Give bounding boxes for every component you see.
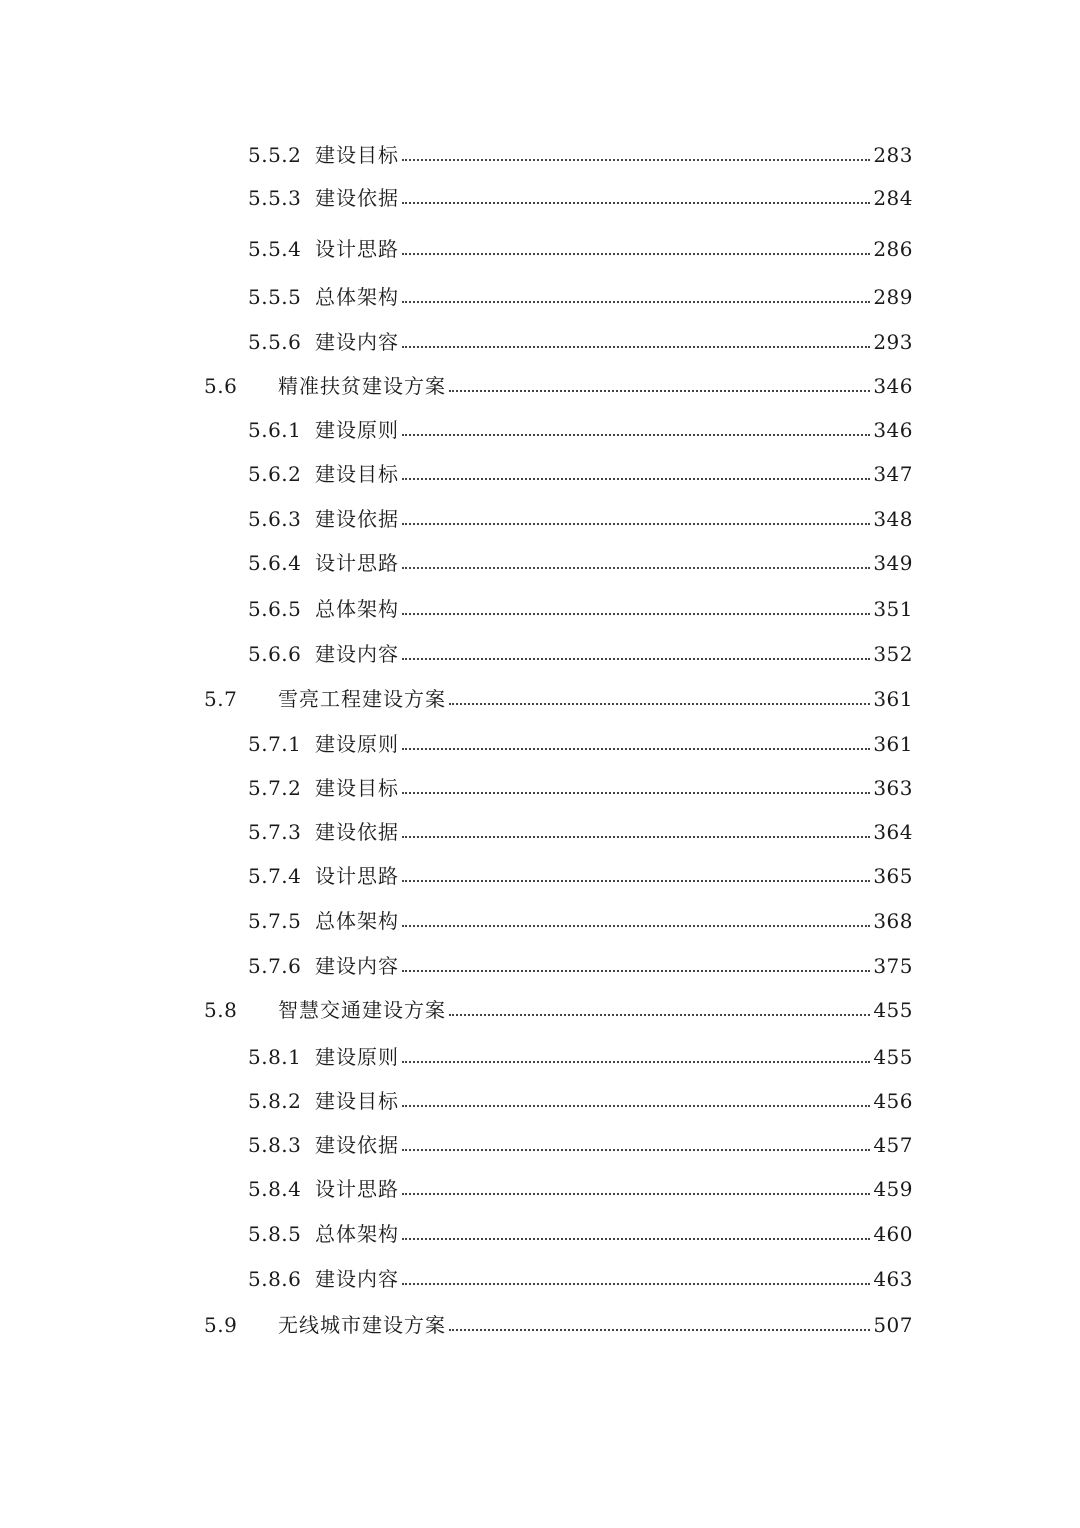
- toc-subsection-entry[interactable]: [248, 324, 913, 354]
- toc-entry-number: 5.8.1: [248, 1045, 302, 1069]
- toc-dot-leader: [402, 836, 870, 838]
- toc-entry-page-number: 463: [873, 1267, 913, 1291]
- toc-entry-title: 建设目标: [315, 776, 399, 800]
- toc-dot-leader: [402, 202, 870, 204]
- toc-entry-page-number: 375: [873, 954, 913, 978]
- toc-entry-page-number: 346: [873, 418, 913, 442]
- toc-entry-page-number: 348: [873, 507, 913, 531]
- toc-dot-leader: [402, 253, 870, 255]
- toc-entry-number: 5.6.6: [248, 642, 302, 666]
- toc-entry-page-number: 283: [873, 143, 913, 167]
- toc-subsection-entry[interactable]: [248, 456, 913, 486]
- toc-entry-number: 5.7.5: [248, 909, 302, 933]
- toc-subsection-entry[interactable]: [248, 137, 913, 167]
- toc-entry-number: 5.6.2: [248, 462, 302, 486]
- toc-entry-page-number: 365: [873, 864, 913, 888]
- toc-dot-leader: [402, 1283, 870, 1285]
- toc-entry-title: 建设内容: [315, 330, 399, 354]
- toc-entry-number: 5.7: [204, 687, 238, 711]
- toc-dot-leader: [402, 434, 870, 436]
- toc-entry-title: 精准扶贫建设方案: [278, 374, 446, 398]
- toc-entry-page-number: 460: [873, 1222, 913, 1246]
- toc-section-entry[interactable]: [204, 368, 913, 398]
- toc-dot-leader: [402, 748, 870, 750]
- toc-dot-leader: [402, 970, 870, 972]
- toc-subsection-entry[interactable]: [248, 948, 913, 978]
- toc-entry-title: 总体架构: [315, 909, 399, 933]
- toc-dot-leader: [402, 346, 870, 348]
- toc-subsection-entry[interactable]: [248, 591, 913, 621]
- toc-entry-title: 雪亮工程建设方案: [278, 687, 446, 711]
- toc-entry-title: 建设目标: [315, 462, 399, 486]
- toc-entry-page-number: 289: [873, 285, 913, 309]
- toc-subsection-entry[interactable]: [248, 231, 913, 261]
- toc-entry-number: 5.5.2: [248, 143, 302, 167]
- toc-entry-page-number: 507: [873, 1313, 913, 1337]
- toc-dot-leader: [402, 523, 870, 525]
- toc-entry-title: 建设依据: [315, 186, 399, 210]
- toc-entry-page-number: 459: [873, 1177, 913, 1201]
- toc-entry-title: 设计思路: [315, 1177, 399, 1201]
- toc-entry-title: 建设目标: [315, 1089, 399, 1113]
- toc-dot-leader: [449, 703, 870, 705]
- toc-subsection-entry[interactable]: [248, 1261, 913, 1291]
- toc-entry-title: 设计思路: [315, 237, 399, 261]
- toc-entry-page-number: 349: [873, 551, 913, 575]
- toc-entry-number: 5.5.5: [248, 285, 302, 309]
- toc-entry-number: 5.8.4: [248, 1177, 302, 1201]
- toc-entry-page-number: 346: [873, 374, 913, 398]
- toc-dot-leader: [402, 1061, 870, 1063]
- toc-entry-title: 总体架构: [315, 1222, 399, 1246]
- toc-subsection-entry[interactable]: [248, 814, 913, 844]
- toc-subsection-entry[interactable]: [248, 1083, 913, 1113]
- toc-dot-leader: [402, 792, 870, 794]
- toc-entry-number: 5.6.4: [248, 551, 302, 575]
- toc-entry-number: 5.6.1: [248, 418, 302, 442]
- toc-dot-leader: [402, 159, 870, 161]
- toc-entry-title: 建设依据: [315, 507, 399, 531]
- toc-entry-number: 5.6.5: [248, 597, 302, 621]
- toc-entry-title: 建设原则: [315, 1045, 399, 1069]
- toc-subsection-entry[interactable]: [248, 726, 913, 756]
- toc-dot-leader: [402, 301, 870, 303]
- toc-subsection-entry[interactable]: [248, 903, 913, 933]
- toc-entry-title: 无线城市建设方案: [278, 1313, 446, 1337]
- toc-entry-number: 5.8: [204, 998, 238, 1022]
- toc-entry-page-number: 368: [873, 909, 913, 933]
- toc-entry-number: 5.5.4: [248, 237, 302, 261]
- toc-entry-page-number: 293: [873, 330, 913, 354]
- toc-entry-page-number: 284: [873, 186, 913, 210]
- toc-entry-number: 5.9: [204, 1313, 238, 1337]
- toc-entry-title: 建设依据: [315, 1133, 399, 1157]
- toc-entry-number: 5.7.6: [248, 954, 302, 978]
- toc-entry-number: 5.7.1: [248, 732, 302, 756]
- toc-entry-title: 建设原则: [315, 418, 399, 442]
- toc-subsection-entry[interactable]: [248, 412, 913, 442]
- toc-subsection-entry[interactable]: [248, 1039, 913, 1069]
- toc-entry-page-number: 351: [873, 597, 913, 621]
- toc-dot-leader: [402, 478, 870, 480]
- toc-subsection-entry[interactable]: [248, 858, 913, 888]
- toc-entry-number: 5.6: [204, 374, 238, 398]
- toc-section-entry[interactable]: [204, 681, 913, 711]
- toc-entry-title: 总体架构: [315, 597, 399, 621]
- toc-entry-number: 5.8.5: [248, 1222, 302, 1246]
- toc-entry-page-number: 364: [873, 820, 913, 844]
- toc-dot-leader: [402, 1238, 870, 1240]
- toc-entry-page-number: 347: [873, 462, 913, 486]
- toc-entry-number: 5.6.3: [248, 507, 302, 531]
- toc-entry-title: 建设内容: [315, 954, 399, 978]
- toc-subsection-entry[interactable]: [248, 180, 913, 210]
- toc-entry-number: 5.8.2: [248, 1089, 302, 1113]
- toc-dot-leader: [402, 1149, 870, 1151]
- toc-entry-page-number: 457: [873, 1133, 913, 1157]
- toc-subsection-entry[interactable]: [248, 636, 913, 666]
- toc-dot-leader: [402, 567, 870, 569]
- toc-entry-number: 5.8.3: [248, 1133, 302, 1157]
- toc-subsection-entry[interactable]: [248, 1127, 913, 1157]
- toc-dot-leader: [449, 1329, 870, 1331]
- toc-entry-page-number: 455: [873, 998, 913, 1022]
- toc-entry-title: 设计思路: [315, 551, 399, 575]
- toc-dot-leader: [402, 658, 870, 660]
- toc-entry-title: 建设原则: [315, 732, 399, 756]
- toc-entry-title: 总体架构: [315, 285, 399, 309]
- toc-entry-number: 5.5.6: [248, 330, 302, 354]
- toc-dot-leader: [402, 613, 870, 615]
- toc-entry-title: 建设内容: [315, 642, 399, 666]
- toc-section-entry[interactable]: [204, 1307, 913, 1337]
- toc-subsection-entry[interactable]: [248, 279, 913, 309]
- toc-entry-page-number: 363: [873, 776, 913, 800]
- toc-subsection-entry[interactable]: [248, 501, 913, 531]
- toc-dot-leader: [402, 1105, 870, 1107]
- toc-dot-leader: [402, 880, 870, 882]
- toc-entry-page-number: 455: [873, 1045, 913, 1069]
- toc-entry-page-number: 361: [873, 732, 913, 756]
- toc-entry-page-number: 352: [873, 642, 913, 666]
- toc-entry-title: 建设目标: [315, 143, 399, 167]
- toc-entry-page-number: 286: [873, 237, 913, 261]
- toc-dot-leader: [449, 1014, 870, 1016]
- toc-dot-leader: [402, 925, 870, 927]
- toc-entry-title: 建设依据: [315, 820, 399, 844]
- toc-subsection-entry[interactable]: [248, 1171, 913, 1201]
- toc-entry-number: 5.8.6: [248, 1267, 302, 1291]
- toc-entry-number: 5.7.4: [248, 864, 302, 888]
- toc-entry-page-number: 456: [873, 1089, 913, 1113]
- toc-subsection-entry[interactable]: [248, 545, 913, 575]
- toc-entry-page-number: 361: [873, 687, 913, 711]
- toc-subsection-entry[interactable]: [248, 770, 913, 800]
- toc-entry-number: 5.5.3: [248, 186, 302, 210]
- toc-entry-title: 智慧交通建设方案: [278, 998, 446, 1022]
- toc-entry-title: 设计思路: [315, 864, 399, 888]
- toc-entry-number: 5.7.2: [248, 776, 302, 800]
- toc-dot-leader: [449, 390, 870, 392]
- toc-entry-title: 建设内容: [315, 1267, 399, 1291]
- toc-dot-leader: [402, 1193, 870, 1195]
- toc-entry-number: 5.7.3: [248, 820, 302, 844]
- toc-section-entry[interactable]: [204, 992, 913, 1022]
- toc-subsection-entry[interactable]: [248, 1216, 913, 1246]
